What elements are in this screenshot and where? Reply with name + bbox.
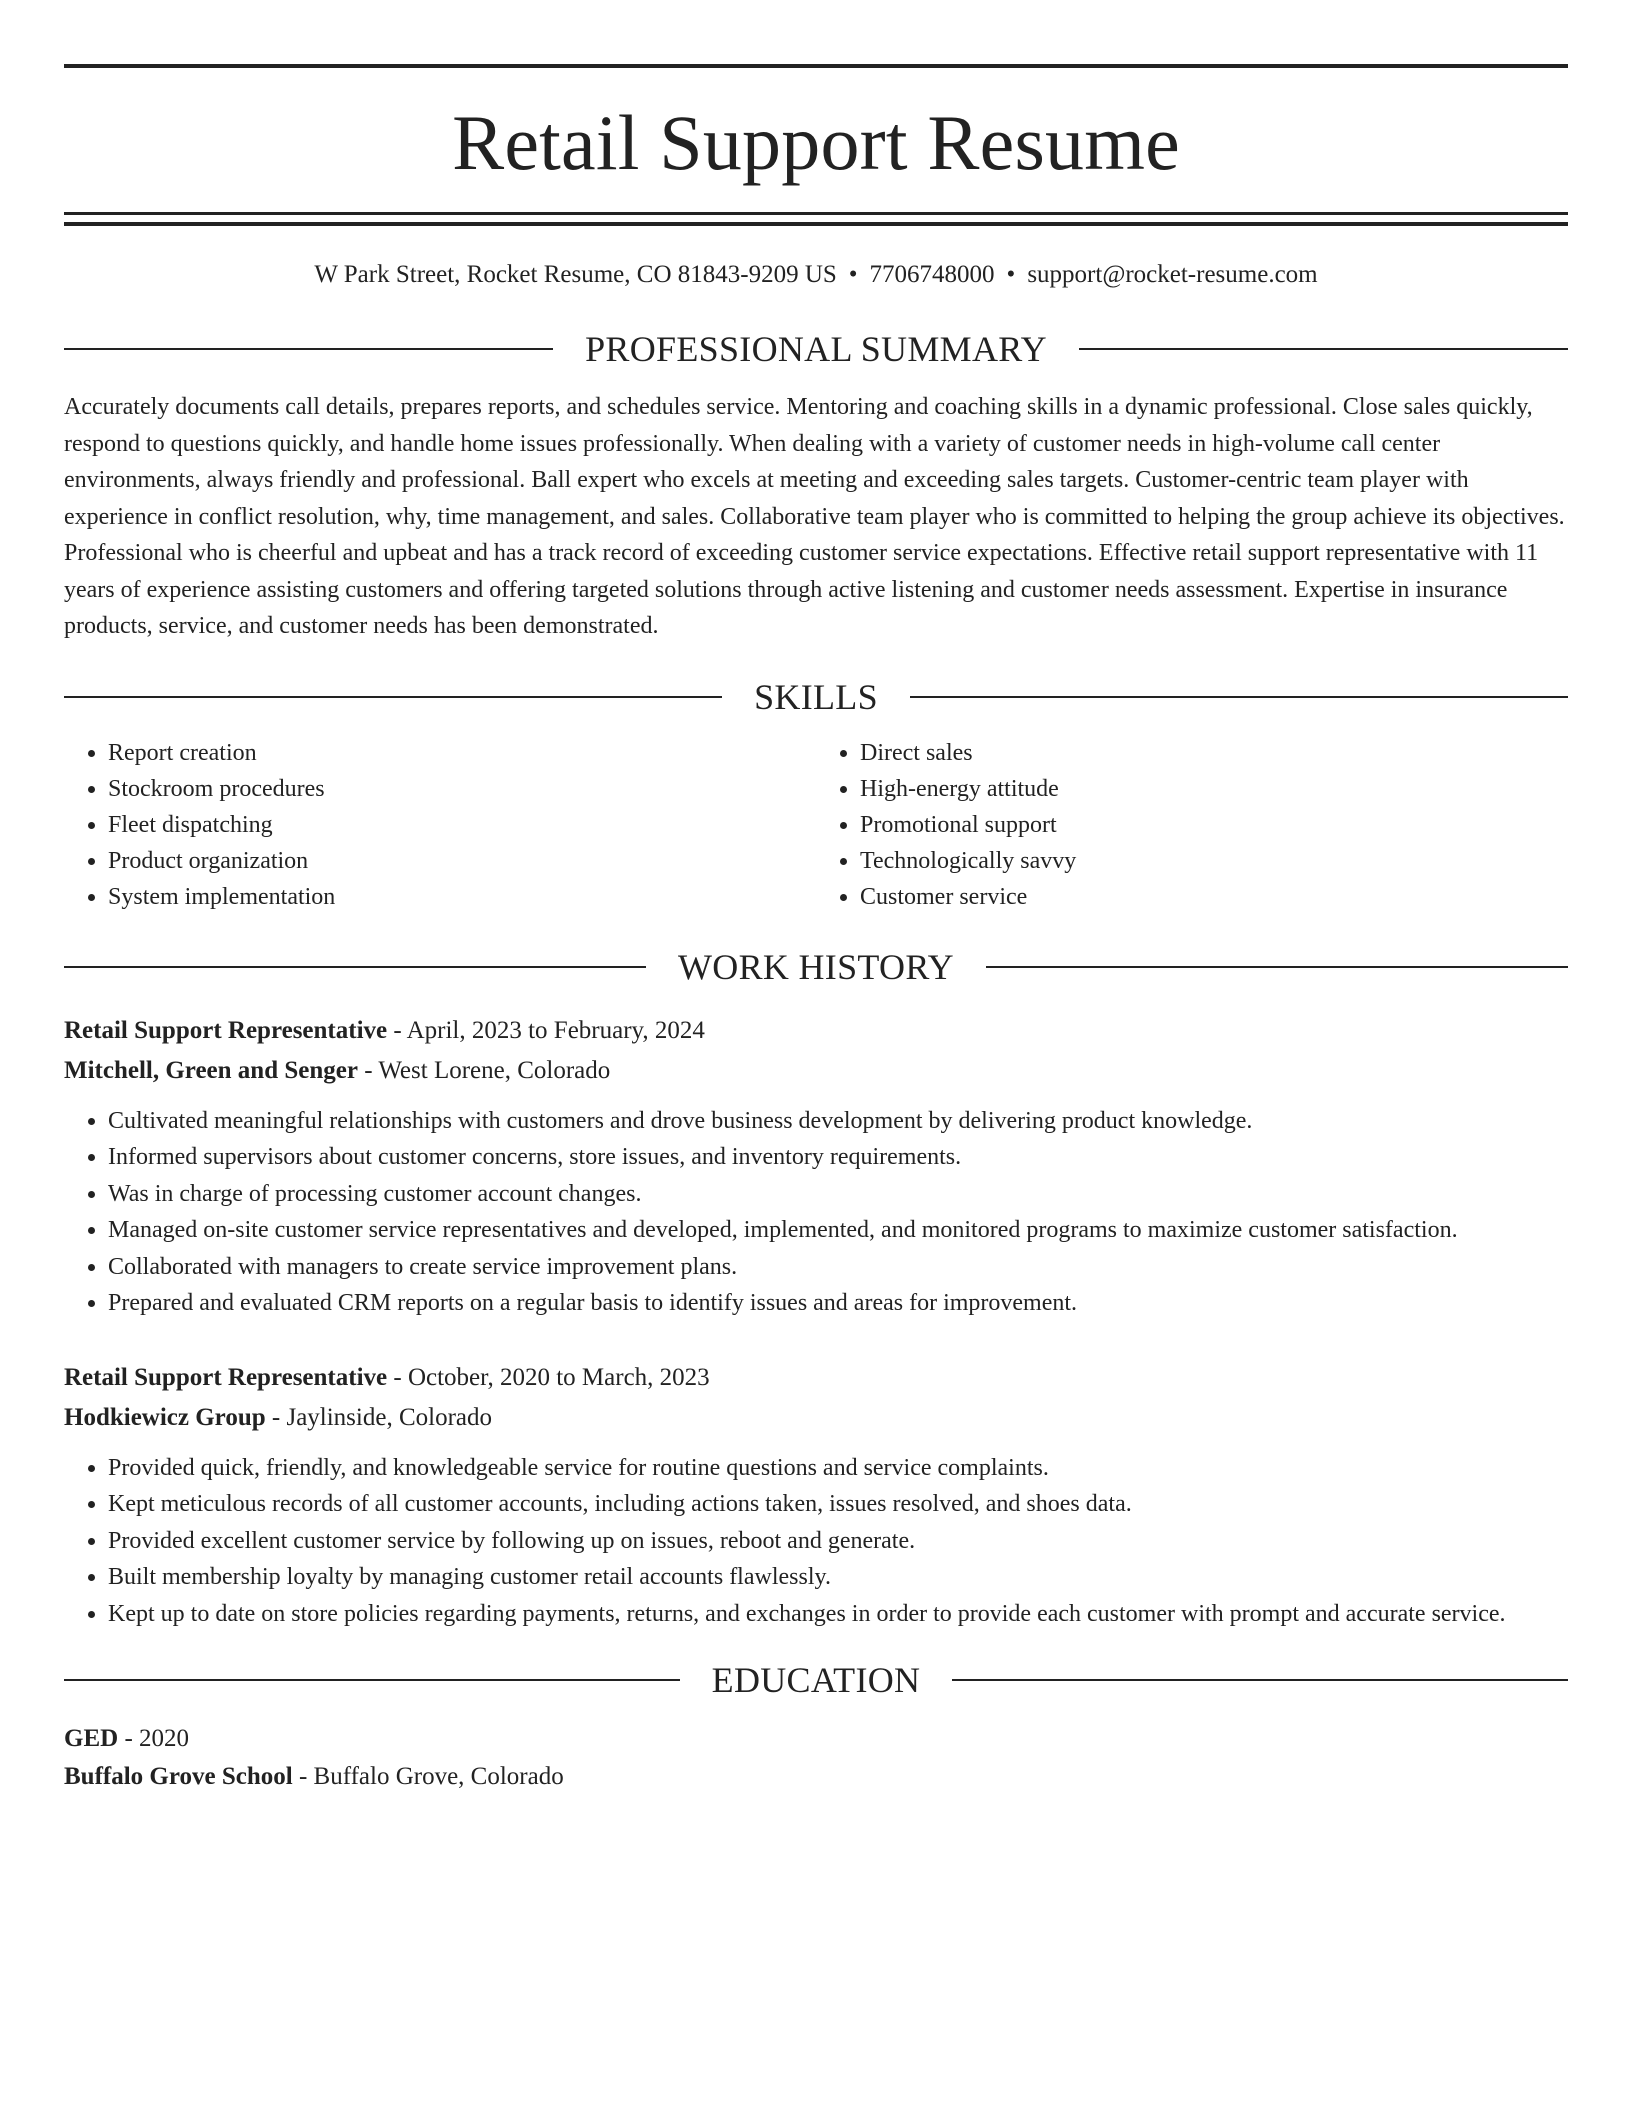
section-title-skills: SKILLS bbox=[754, 676, 878, 717]
section-rule-left bbox=[64, 966, 646, 968]
section-header-work bbox=[64, 946, 1568, 987]
skill-item: • Fleet dispatching bbox=[108, 807, 816, 843]
section-title-education: EDUCATION bbox=[711, 1660, 921, 1700]
section-rule-left bbox=[64, 348, 553, 350]
section-rule-right bbox=[910, 696, 1568, 698]
section-title-work: WORK HISTORY bbox=[678, 946, 954, 987]
job-bullet: • Collaborated with managers to create service improvement plans. bbox=[108, 1249, 1568, 1286]
skill-item: • System implementation bbox=[108, 879, 816, 915]
section-title-summary: PROFESSIONAL SUMMARY bbox=[585, 329, 1047, 369]
skill-item: • Promotional support bbox=[860, 807, 1568, 843]
section-rule-left bbox=[64, 696, 722, 698]
skills-list bbox=[64, 735, 1568, 915]
resume-title: Retail Support Resume bbox=[452, 99, 1180, 186]
education-year: - 2020 bbox=[118, 1725, 190, 1752]
contact-email: support@rocket-resume.com bbox=[1027, 261, 1318, 288]
section-rule-right bbox=[986, 966, 1568, 968]
contact-separator: • bbox=[848, 261, 858, 288]
education-location: - Buffalo Grove, Colorado bbox=[292, 1763, 564, 1790]
job-location: - West Lorene, Colorado bbox=[357, 1056, 611, 1084]
section-rule-left bbox=[64, 1679, 680, 1681]
education-school-line bbox=[64, 1758, 1568, 1796]
job-bullet: • Prepared and evaluated CRM reports on a regular basis to identify issues and areas for improvement. bbox=[108, 1285, 1568, 1322]
education-degree-line bbox=[64, 1720, 1568, 1758]
job-company: Hodkiewicz Group bbox=[64, 1403, 266, 1431]
education-school: Buffalo Grove School bbox=[64, 1763, 293, 1790]
skill-item: • Product organization bbox=[108, 843, 816, 879]
summary-paragraph: Accurately documents call details, prepares reports, and schedules service. Mentoring and coaching skills in a dynamic professional. Close sales quickly, respond to questions quickly, and handle home issues professionally. When dealing with a variety of customer needs in high-volume call center environments, always friendly and professional. Ball expert who excels at meeting and exceeding sales targets. Customer-centric team player with experience in conflict resolution, why, time management, and sales. Collaborative team player who is committed to helping the group achieve its objectives. Professional who is cheerful and upbeat and has a track record of exceeding customer service expectations. Effective retail support representative with 11 years of experience assisting customers and offering targeted solutions through active listening and customer needs assessment. Expertise in insurance products, service, and customer needs has been demonstrated. bbox=[64, 394, 1565, 639]
job-bullet: • Kept meticulous records of all customer accounts, including actions taken, issues resolved, and shoes data. bbox=[108, 1486, 1568, 1523]
job-title: Retail Support Representative bbox=[64, 1363, 388, 1391]
contact-separator: • bbox=[1006, 261, 1016, 288]
job-bullets bbox=[64, 1103, 1568, 1322]
job-company-line bbox=[64, 1051, 1568, 1091]
skill-item: • Report creation bbox=[108, 735, 816, 771]
job-bullets bbox=[64, 1450, 1568, 1633]
job-bullet: • Informed supervisors about customer concerns, store issues, and inventory requirements. bbox=[108, 1139, 1568, 1176]
section-rule-right bbox=[952, 1679, 1568, 1681]
contact-address: W Park Street, Rocket Resume, CO 81843-9209 US bbox=[314, 261, 837, 288]
skill-item: • Stockroom procedures bbox=[108, 771, 816, 807]
job-dates: - October, 2020 to March, 2023 bbox=[387, 1363, 710, 1391]
section-rule-right bbox=[1079, 348, 1568, 350]
job-bullet: • Provided excellent customer service by following up on issues, reboot and generate. bbox=[108, 1523, 1568, 1560]
job-location: - Jaylinside, Colorado bbox=[265, 1403, 492, 1431]
job-entry bbox=[64, 1358, 1568, 1633]
skills-column-right bbox=[816, 735, 1568, 915]
education-degree: GED bbox=[64, 1725, 119, 1752]
skill-item: • Direct sales bbox=[860, 735, 1568, 771]
job-company-line bbox=[64, 1398, 1568, 1438]
job-entry bbox=[64, 1011, 1568, 1322]
job-bullet: • Managed on-site customer service representatives and developed, implemented, and monitored programs to maximize customer satisfaction. bbox=[108, 1212, 1568, 1249]
skills-column-left bbox=[64, 735, 816, 915]
job-title-line bbox=[64, 1011, 1568, 1051]
job-bullet: • Kept up to date on store policies regarding payments, returns, and exchanges in order to provide each customer with prompt and accurate service. bbox=[108, 1596, 1568, 1633]
job-company: Mitchell, Green and Senger bbox=[64, 1056, 358, 1084]
title-double-rule bbox=[64, 212, 1568, 226]
skill-item: • Customer service bbox=[860, 879, 1568, 915]
job-bullet: • Built membership loyalty by managing customer retail accounts flawlessly. bbox=[108, 1559, 1568, 1596]
education-entry bbox=[64, 1720, 1568, 1796]
section-header-skills bbox=[64, 676, 1568, 717]
job-dates: - April, 2023 to February, 2024 bbox=[387, 1016, 705, 1044]
top-rule bbox=[64, 64, 1568, 68]
skill-item: • High-energy attitude bbox=[860, 771, 1568, 807]
section-header-education bbox=[64, 1662, 1568, 1698]
job-bullet: • Cultivated meaningful relationships with customers and drove business development by delivering product knowledge. bbox=[108, 1103, 1568, 1140]
job-bullet: • Was in charge of processing customer account changes. bbox=[108, 1176, 1568, 1213]
job-title: Retail Support Representative bbox=[64, 1016, 388, 1044]
contact-line bbox=[64, 262, 1568, 287]
job-title-line bbox=[64, 1358, 1568, 1398]
skill-item: • Technologically savvy bbox=[860, 843, 1568, 879]
section-header-summary bbox=[64, 331, 1568, 367]
job-bullet: • Provided quick, friendly, and knowledgeable service for routine questions and service complaints. bbox=[108, 1450, 1568, 1487]
contact-phone: 7706748000 bbox=[869, 261, 995, 288]
